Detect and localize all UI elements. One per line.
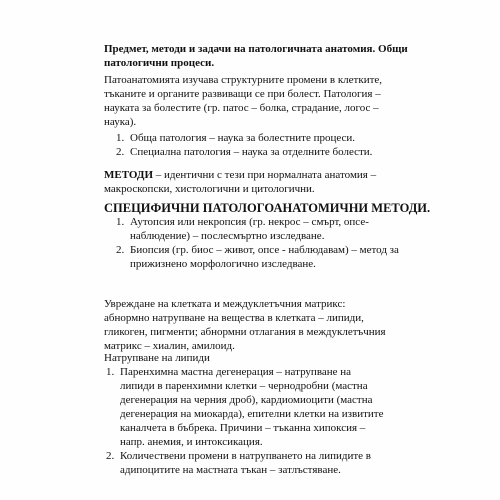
list-text: дегенерация на черния дроб), кардиомиоцити (мастна [120, 394, 373, 406]
list-text: прижизнено морфологично изследване. [130, 258, 316, 270]
damage-paragraph [104, 297, 386, 353]
lipids-list [106, 365, 383, 477]
list-item-continuation [106, 407, 383, 421]
list-number: 2. [106, 450, 115, 462]
list-text: Количествени промени в натрупването на липидите в [120, 450, 371, 462]
list-text: каналчета в бъбрека. Причини – тъканна хипоксия – [120, 422, 366, 434]
list-number: 1. [116, 132, 125, 144]
list-item [106, 449, 383, 463]
list-number: 2. [116, 146, 125, 158]
list-text: Аутопсия или некропсия (гр. некрос – смърт, опсе- [130, 216, 369, 228]
list-number: 2. [116, 244, 125, 256]
methods-text: – идентични с тези при нормалната анатомия – [153, 169, 377, 181]
list-text: липиди в паренхимни клетки – чернодробни (мастна [120, 380, 368, 392]
definition-line: науката за болестите (гр. патос – болка, страдание, логос – [104, 102, 379, 114]
list-text: дегенерация на миокарда), епителни клетки на извитите [120, 408, 384, 420]
list-item-continuation [106, 393, 383, 407]
list-text: Паренхимна мастна дегенерация – натрупване на [120, 366, 352, 378]
methods-line [104, 168, 376, 182]
definition-line: тъканите и органите развиващи се при болест. Патология – [104, 88, 381, 100]
methods-paragraph [104, 168, 376, 196]
list-item-continuation [116, 229, 399, 243]
specific-methods-list [116, 215, 399, 271]
document-title [104, 42, 408, 70]
specific-methods-heading: СПЕЦИФИЧНИ ПАТОЛОГОАНАТОМИЧНИ МЕТОДИ. [104, 201, 431, 215]
list-item [116, 145, 372, 159]
list-item-continuation [106, 463, 383, 477]
list-text: напр. анемия, и интоксикация. [120, 436, 263, 448]
list-item [116, 215, 399, 229]
methods-label: МЕТОДИ [104, 169, 154, 181]
list-item-continuation [106, 435, 383, 449]
title-line: патологични процеси. [104, 57, 215, 69]
definition-paragraph [104, 73, 382, 129]
list-item [116, 131, 372, 145]
list-item [106, 365, 383, 379]
list-number: 1. [116, 216, 125, 228]
list-text: адипоцитите на мастната тъкан – затлъстяване. [120, 464, 341, 476]
list-text: Обща патология – наука за болестните процеси. [130, 132, 356, 144]
list-number: 1. [106, 366, 115, 378]
damage-line: матрикс – хиалин, амилоид. [104, 340, 235, 352]
damage-line: абнормно натрупване на вещества в клетката – липиди, [104, 312, 364, 324]
list-item-continuation [106, 421, 383, 435]
damage-line: гликоген, пигменти; абнормни отлагания в междуклетъчния [104, 326, 386, 338]
definition-line: Патоанатомията изучава структурните промени в клетките, [104, 74, 383, 86]
methods-line: макроскопски, хистологични и цитологични. [104, 183, 315, 195]
definition-list [116, 131, 372, 159]
list-text: Биопсия (гр. биос – живот, опсе - наблюдавам) – метод за [130, 244, 399, 256]
lipids-heading: Натрупване на липиди [104, 352, 210, 364]
list-text: Специална патология – наука за отделните болести. [130, 146, 373, 158]
list-item [116, 243, 399, 257]
list-text: наблюдение) – послесмъртно изследване. [130, 230, 325, 242]
damage-line: Увреждане на клетката и междуклетъчния матрикс: [104, 298, 346, 310]
list-item-continuation [106, 379, 383, 393]
title-line: Предмет, методи и задачи на патологичната анатомия. Общи [104, 43, 408, 55]
list-item-continuation [116, 257, 399, 271]
definition-line: наука). [104, 116, 137, 128]
